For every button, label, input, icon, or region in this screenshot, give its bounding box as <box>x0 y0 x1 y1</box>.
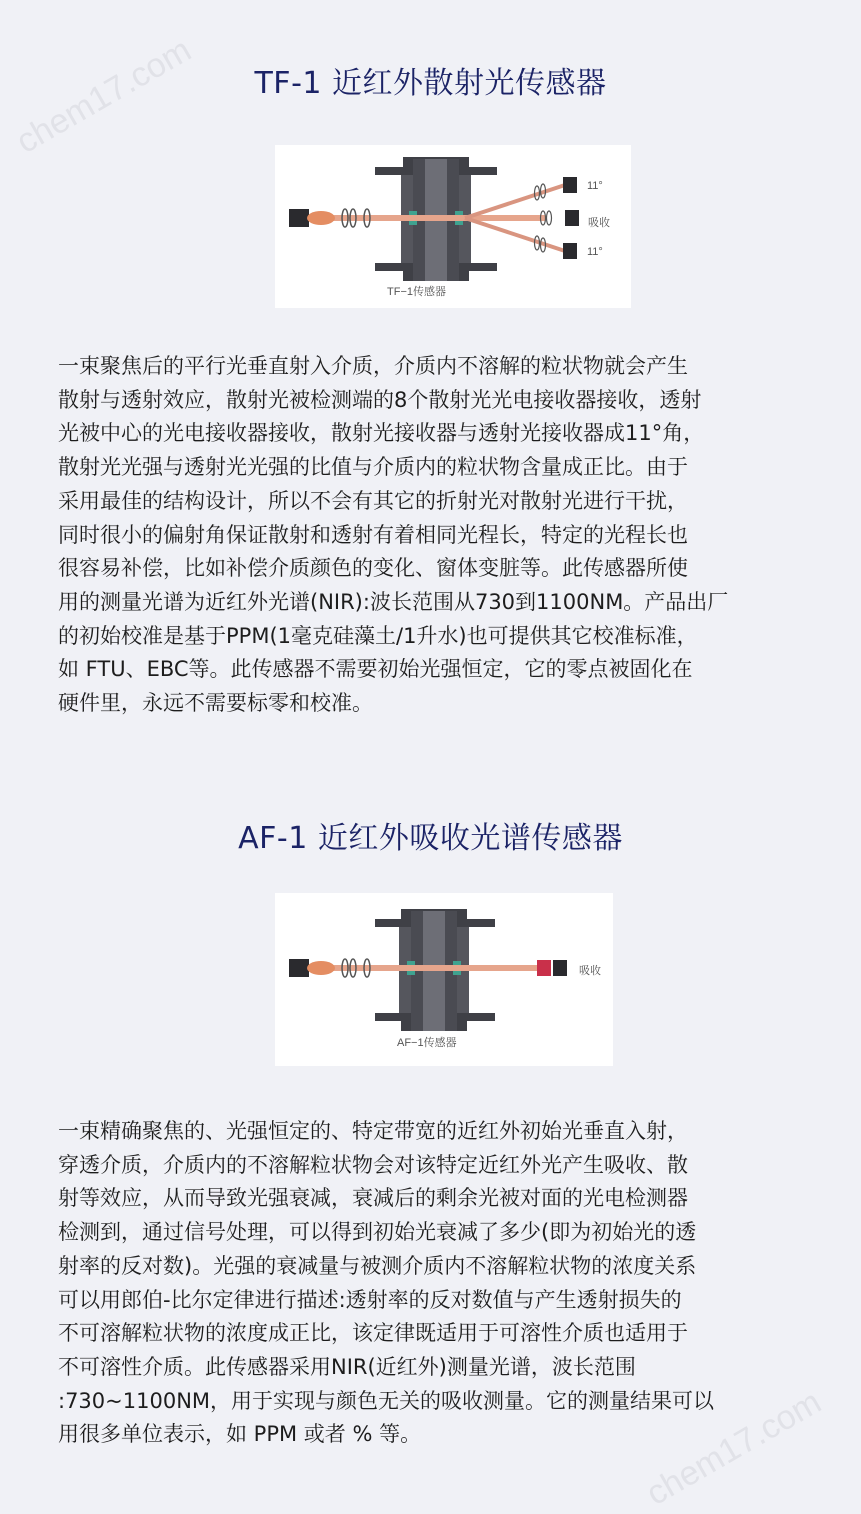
section-title: TF-1 近红外散射光传感器 <box>254 66 607 101</box>
description-paragraph: 一束精确聚焦的、光强恒定的、特定带宽的近红外初始光垂直入射， 穿透介质，介质内的不溶解粒状物会对该特定近红外光产生吸收、散 射等效应，从而导致光强衰减，衰减后的剩余光被对面的光电检测器 检测到，通过信号处理，可以得到初始光衰减了多少(即为初始光的透 射率的反对数)。光强的衰减量与被测介质内不溶解粒状物的浓度关系 可以用郎伯-比尔定律进行描述:透射率的反对数值与产生透射损失的 不可溶解粒状物的浓度成正比，该定律既适用于可溶性介质也适用于 不可溶性介质。此传感器采用NIR(近红外)测量光谱，波长范围 :730~1100NM，用于实现与颜色无关的吸收测量。它的测量结果可以 用很多单位表示，如 PPM 或者 % 等。 <box>58 1119 715 1447</box>
watermark: chem17.com <box>640 1382 828 1513</box>
af1-sensor-diagram <box>275 893 613 1066</box>
figure-caption: AF−1传感器 <box>397 1037 457 1049</box>
label-scatter-top: 11° <box>587 180 603 192</box>
figure-caption: TF−1传感器 <box>387 286 446 298</box>
label-scatter-bottom: 11° <box>587 246 603 258</box>
watermark: chem17.com <box>10 30 198 161</box>
label-absorb: 吸收 <box>579 965 601 977</box>
section-title: AF-1 近红外吸收光谱传感器 <box>238 821 623 856</box>
label-absorb: 吸收 <box>588 217 610 229</box>
description-paragraph: 一束聚焦后的平行光垂直射入介质，介质内不溶解的粒状物就会产生 散射与透射效应，散射光被检测端的8个散射光光电接收器接收，透射 光被中心的光电接收器接收，散射光接收器与透射光接收器成11°角， 散射光光强与透射光光强的比值与介质内的粒状物含量成正比。由于 采用最佳的结构设计，所以不会有其它的折射光对散射光进行干扰， 同时很小的偏射角保证散射和透射有着相同光程长，特定的光程长也 很容易补偿，比如补偿介质颜色的变化、窗体变脏等。此传感器所使 用的测量光谱为近红外光谱(NIR):波长范围从730到1100NM。产品出厂 的初始校准是基于PPM(1毫克硅藻土/1升水)也可提供其它校准标准， 如 FTU、EBC等。此传感器不需要初始光强恒定，它的零点被固化在 硬件里，永远不需要标零和校准。 <box>58 354 729 716</box>
tf1-sensor-diagram <box>275 145 631 308</box>
